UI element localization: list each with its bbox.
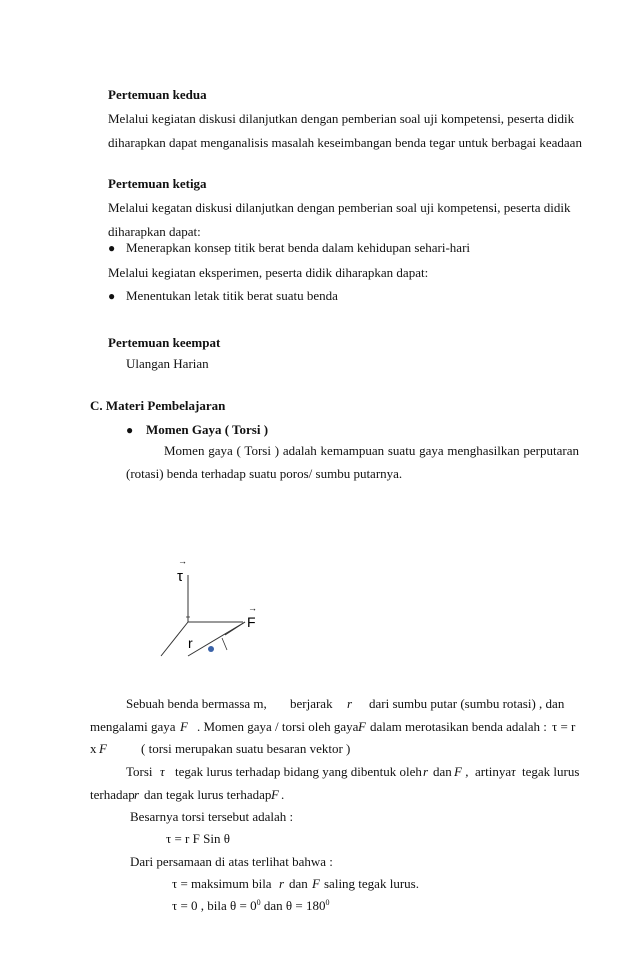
p4-F: F ,: [454, 764, 469, 779]
p8: Dari persamaan di atas terlihat bahwa :: [130, 854, 333, 869]
p4-dan: dan: [433, 764, 452, 779]
r-axis: [161, 622, 188, 656]
p3-line1: Melalui kegatan diskusi dilanjutkan dengan pemberian soal uji kompetensi, peserta didik: [108, 200, 571, 215]
p2-F2: F: [358, 719, 366, 734]
p2-F: F: [180, 719, 188, 734]
def-line2: (rotasi) benda terhadap suatu poros/ sumbu putarnya.: [126, 466, 403, 481]
p5-r: r: [134, 787, 140, 802]
p9-a: τ = maksimum bila: [172, 876, 272, 891]
p2-b: . Momen gaya / torsi oleh gaya: [197, 719, 359, 734]
pivot-point: [208, 646, 214, 652]
F-arrow: →: [248, 603, 257, 613]
p5-b: dan tegak lurus terhadap: [144, 787, 272, 802]
p3-F: F: [99, 741, 107, 756]
materi-bullet: Momen Gaya ( Torsi ): [146, 422, 269, 437]
p3-bullet2: Menentukan letak titik berat suatu benda: [126, 288, 338, 303]
p4-tau2: τ: [511, 764, 516, 779]
force-arrow: [225, 622, 245, 635]
p9-dan: dan: [289, 876, 308, 891]
label-r: r: [188, 635, 193, 651]
p2-a: mengalami gaya: [90, 719, 176, 734]
p3-line3: Melalui kegiatan eksperimen, peserta didik diharapkan dapat:: [108, 265, 429, 280]
p9-F: F: [312, 876, 320, 891]
p4-b: tegak lurus terhadap bidang yang dibentuk oleh: [175, 764, 422, 779]
p7-formula: τ = r F Sin θ: [166, 831, 230, 846]
p4-item: Ulangan Harian: [126, 356, 209, 371]
torque-diagram: [150, 555, 270, 665]
p9-r: r: [279, 876, 285, 891]
p1-a: Sebuah benda bermassa m,: [126, 696, 267, 711]
p3-b: ( torsi merupakan suatu besaran vektor ): [141, 741, 351, 756]
p9-b: saling tegak lurus.: [324, 876, 419, 891]
tau-arrow: →: [178, 556, 187, 566]
p2-line2: diharapkan dapat menganalisis masalah keseimbangan benda tegar untuk berbagai keadaan: [108, 135, 582, 150]
p2-eq: τ = r: [552, 719, 576, 734]
heading-materi: C. Materi Pembelajaran: [90, 398, 226, 413]
p2-line1: Melalui kegiatan diskusi dilanjutkan dengan pemberian soal uji kompetensi, peserta didik: [108, 111, 575, 126]
def-line1: Momen gaya ( Torsi ) adalah kemampuan suatu gaya menghasilkan perputaran: [164, 443, 579, 458]
p3-bullet1: Menerapkan konsep titik berat benda dalam kehidupan sehari-hari: [126, 240, 471, 255]
p5-a: terhadap: [90, 787, 135, 802]
p5-end: .: [281, 787, 285, 802]
bullet-icon: ●: [126, 423, 134, 437]
p5-F: F: [271, 787, 279, 802]
p10: τ = 0 , bila $\theta = 0^0$ dan $\theta = 180^0$: [172, 898, 330, 913]
heading-pertemuan-ketiga: Pertemuan ketiga: [108, 176, 207, 191]
p1-r: r: [347, 696, 353, 711]
bullet-icon: ●: [108, 289, 116, 303]
p4-c: artinya: [475, 764, 512, 779]
p3-line2: diharapkan dapat:: [108, 224, 201, 239]
heading-pertemuan-keempat: Pertemuan keempat: [108, 335, 221, 350]
bullet-icon: ●: [108, 241, 116, 255]
p4-d: tegak lurus: [522, 764, 580, 779]
p1-c: dari sumbu putar (sumbu rotasi) , dan: [369, 696, 565, 711]
p4-r: r: [423, 764, 429, 779]
p4-a: Torsi: [126, 764, 153, 779]
label-F: F: [247, 614, 256, 630]
p2-c: dalam merotasikan benda adalah :: [370, 719, 547, 734]
heading-pertemuan-kedua: Pertemuan kedua: [108, 87, 207, 102]
p6: Besarnya torsi tersebut adalah :: [130, 809, 294, 824]
p3-a: x: [90, 741, 97, 756]
label-tau: τ: [177, 568, 183, 585]
p1-b: berjarak: [290, 696, 333, 711]
p4-tau: τ: [160, 764, 165, 779]
angle-mark: [222, 638, 227, 650]
